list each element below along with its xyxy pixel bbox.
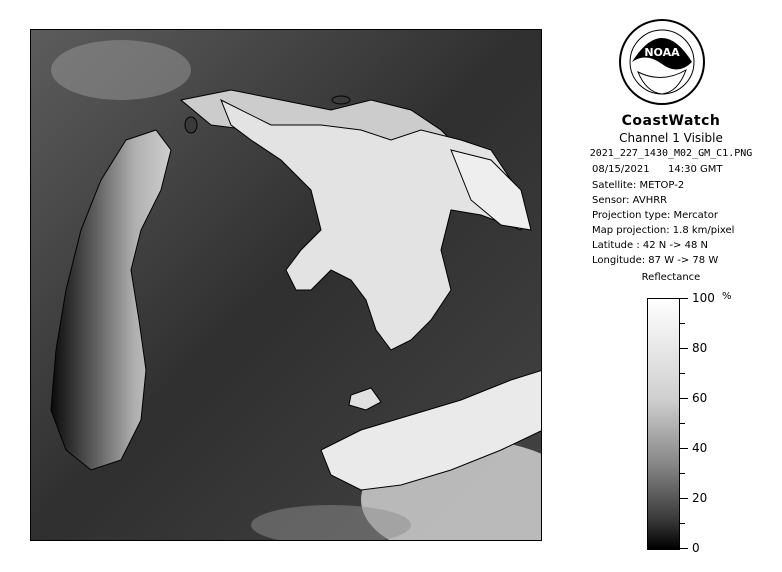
date-time-line xyxy=(592,164,723,175)
colorbar-minor-tick xyxy=(680,523,685,524)
colorbar-minor-tick xyxy=(680,323,685,324)
logo-text: NOAA xyxy=(644,46,680,59)
colorbar-tick-label: 60 xyxy=(692,391,708,405)
colorbar-tick xyxy=(680,398,688,399)
date-value: 08/15/2021 xyxy=(592,164,650,175)
time-value: 14:30 GMT xyxy=(668,164,723,175)
satellite-line: Satellite: METOP-2 xyxy=(592,180,685,191)
latitude-line: Latitude : 42 N -> 48 N xyxy=(592,240,708,251)
image-filename: 2021_227_1430_M02_GM_C1.PNG xyxy=(589,148,753,159)
longitude-line: Longitude: 87 W -> 78 W xyxy=(592,255,719,266)
cloud-patch xyxy=(51,40,191,100)
colorbar-minor-tick xyxy=(680,473,685,474)
projection-type-line: Projection type: Mercator xyxy=(592,210,718,221)
colorbar-minor-tick xyxy=(680,373,685,374)
colorbar-tick xyxy=(680,298,688,299)
colorbar-minor-tick xyxy=(680,423,685,424)
colorbar-tick xyxy=(680,548,688,549)
satellite-map xyxy=(30,29,542,541)
noaa-logo xyxy=(618,18,706,106)
colorbar-tick-label: 100 xyxy=(692,291,715,305)
colorbar-unit: % xyxy=(722,291,732,302)
reflectance-colorbar xyxy=(647,298,680,550)
island xyxy=(332,96,350,104)
colorbar-tick-label: 80 xyxy=(692,341,708,355)
colorbar-tick xyxy=(680,498,688,499)
colorbar-tick-label: 0 xyxy=(692,541,700,555)
sensor-line: Sensor: AVHRR xyxy=(592,195,668,206)
colorbar-tick xyxy=(680,348,688,349)
colorbar-tick-label: 20 xyxy=(692,491,708,505)
channel-subtitle: Channel 1 Visible xyxy=(619,131,723,145)
product-title: CoastWatch xyxy=(621,113,721,129)
colorbar-label: Reflectance xyxy=(641,272,701,283)
map-projection-line: Map projection: 1.8 km/pixel xyxy=(592,225,735,236)
island xyxy=(185,117,197,133)
colorbar-tick xyxy=(680,448,688,449)
map-graphic xyxy=(31,30,542,541)
colorbar-tick-label: 40 xyxy=(692,441,708,455)
noaa-emblem-icon xyxy=(618,18,706,106)
